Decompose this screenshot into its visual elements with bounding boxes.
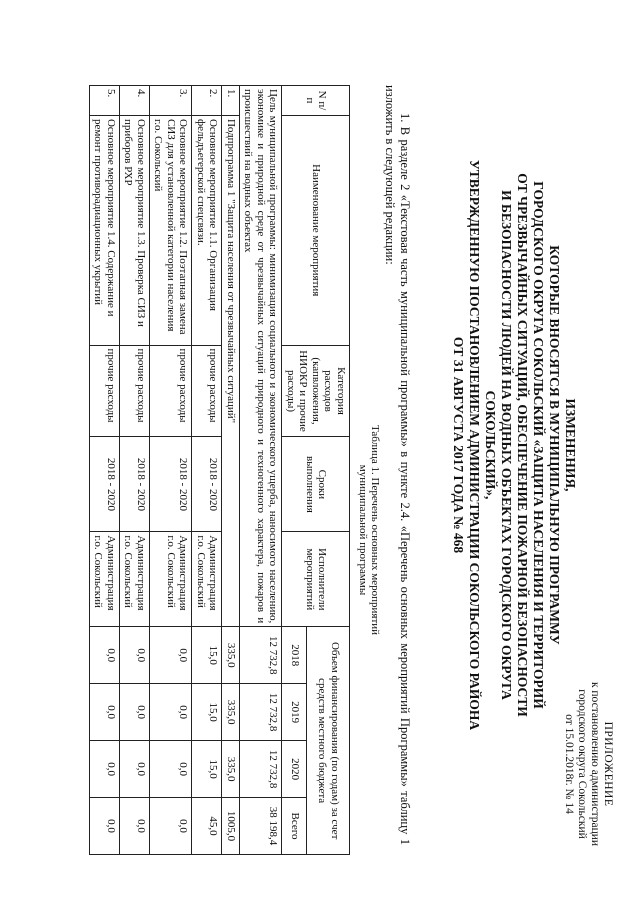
header-year: 2018 xyxy=(282,627,307,684)
appendix-line: от 15.01.2018г. № 14 xyxy=(563,714,575,814)
row-name: Основное мероприятие 1.2. Поэтапная замена СИЗ для установленной категории населения г.о. Сокольский xyxy=(150,115,193,345)
row-period: 2018 - 2020 xyxy=(120,437,150,532)
row-num: 2. xyxy=(192,86,222,116)
header-category: Категория расходов (капвложения, НИОКР и прочие расходы) xyxy=(282,345,350,437)
row-name: Подпрограмма 1 "Защита населения от чрезвычайных ситуаций" xyxy=(222,115,240,626)
goal-row xyxy=(240,86,283,855)
row-period: 2018 - 2020 xyxy=(90,437,120,532)
document-title xyxy=(450,150,578,740)
row-num: 3. xyxy=(150,86,193,116)
row-value: 15,0 xyxy=(192,684,222,741)
row-total: 45,0 xyxy=(192,798,222,855)
appendix-heading: ПРИЛОЖЕНИЕ xyxy=(602,721,614,807)
row-value: 15,0 xyxy=(192,741,222,798)
row-value: 0,0 xyxy=(90,627,120,684)
measures-table xyxy=(89,85,350,855)
row-value: 0,0 xyxy=(150,684,193,741)
row-total: 0,0 xyxy=(90,798,120,855)
header-executor: Исполнители мероприятий xyxy=(282,532,350,627)
title-line: ОТ ЧРЕЗВЫЧАЙНЫХ СИТУАЦИЙ, ОБЕСПЕЧЕНИЕ ПОЖАРНОЙ БЕЗОПАСНОСТИ xyxy=(515,173,530,717)
title-line: КОТОРЫЕ ВНОСЯТСЯ В МУНИЦИПАЛЬНУЮ ПРОГРАММУ xyxy=(547,245,562,645)
row-total: 0,0 xyxy=(120,798,150,855)
row-value: 335,0 xyxy=(222,684,240,741)
caption-line: муниципальной программы xyxy=(357,464,369,596)
row-category: прочие расходы xyxy=(192,345,222,437)
row-value: 0,0 xyxy=(150,627,193,684)
row-value: 335,0 xyxy=(222,627,240,684)
table-row xyxy=(222,86,240,855)
table-header-row xyxy=(307,86,350,855)
row-period: 2018 - 2020 xyxy=(150,437,193,532)
row-total: 0,0 xyxy=(150,798,193,855)
row-value: 0,0 xyxy=(120,741,150,798)
row-total: 1005,0 xyxy=(222,798,240,855)
table-row xyxy=(150,86,193,855)
header-period: Сроки выполнения xyxy=(282,437,350,532)
row-num: 5. xyxy=(90,86,120,116)
title-line: ОТ 31 АВГУСТА 2017 ГОДА № 468 xyxy=(451,336,466,554)
table-caption xyxy=(357,300,381,760)
title-line: УТВЕРЖДЕННУЮ ПОСТАНОВЛЕНИЕМ АДМИНИСТРАЦИИ СОКОЛЬСКОГО РАЙОНА xyxy=(467,159,482,731)
title-line: И БЕЗОПАСНОСТИ ЛЮДЕЙ НА ВОДНЫХ ОБЪЕКТАХ ГОРОДСКОГО ОКРУГА СОКОЛЬСКИЙ», xyxy=(483,190,514,700)
row-category: прочие расходы xyxy=(150,345,193,437)
goal-value: 12 732,8 xyxy=(240,627,283,684)
header-volume: Объем финансирования (по годам) за счет средств местного бюджета xyxy=(307,627,350,855)
table-row xyxy=(120,86,150,855)
row-period: 2018 - 2020 xyxy=(192,437,222,532)
row-value: 0,0 xyxy=(150,741,193,798)
row-value: 0,0 xyxy=(90,684,120,741)
header-year: 2020 xyxy=(282,741,307,798)
caption-line: Таблица 1. Перечень основных мероприятий xyxy=(369,424,381,636)
row-num: 1. xyxy=(222,86,240,116)
goal-total: 38 198,4 xyxy=(240,798,283,855)
title-line: ГОРОДСКОГО ОКРУГА СОКОЛЬСКИЙ «ЗАЩИТА НАСЕЛЕНИЯ И ТЕРРИТОРИЙ xyxy=(531,181,546,709)
row-executor: Администрация г.о. Сокольский xyxy=(150,532,193,627)
row-executor: Администрация г.о. Сокольский xyxy=(120,532,150,627)
intro-text: 1. В разделе 2 «Текстовая часть муниципальной программы» в пункте 2.4. «Перечень основных мероприятий Программы» таблицу 1 изложить в следующей редакции: xyxy=(383,85,412,845)
row-executor: Администрация г.о. Сокольский xyxy=(192,532,222,627)
goal-value: 12 732,8 xyxy=(240,741,283,798)
row-name: Основное мероприятие 1.3. Проверка СИЗ и приборов РХР xyxy=(120,115,150,345)
table-row xyxy=(192,86,222,855)
row-executor: Администрация г.о. Сокольский xyxy=(90,532,120,627)
row-value: 15,0 xyxy=(192,627,222,684)
appendix-line: городского округа Сокольский xyxy=(576,689,588,839)
appendix-line: к постановлению администрации xyxy=(589,681,601,847)
row-name: Основное мероприятие 1.4. Содержание и ремонт противорадиационных укрытий xyxy=(90,115,120,345)
row-category: прочие расходы xyxy=(120,345,150,437)
title-line: ИЗМЕНЕНИЯ, xyxy=(563,398,578,492)
row-value: 0,0 xyxy=(90,741,120,798)
header-num: N п/п xyxy=(282,86,350,116)
goal-value: 12 732,8 xyxy=(240,684,283,741)
header-name: Наименование мероприятия xyxy=(282,115,350,345)
row-num: 4. xyxy=(120,86,150,116)
goal-text: Цель муниципальной программы: минимизация социального и экономического ущерба, наносимого населению, экономике и природной среде от чрезвычайных ситуаций природного и техногенного характера, пожаров и происшествий на водных объектах xyxy=(240,86,283,627)
row-category: прочие расходы xyxy=(90,345,120,437)
header-total: Всего xyxy=(282,798,307,855)
header-year: 2019 xyxy=(282,684,307,741)
row-name: Основное мероприятие 1.1. Организация фельдъегерской спецсвязи. xyxy=(192,115,222,345)
row-value: 0,0 xyxy=(120,684,150,741)
intro-paragraph xyxy=(382,85,412,845)
row-value: 335,0 xyxy=(222,741,240,798)
row-value: 0,0 xyxy=(120,627,150,684)
table-row xyxy=(90,86,120,855)
